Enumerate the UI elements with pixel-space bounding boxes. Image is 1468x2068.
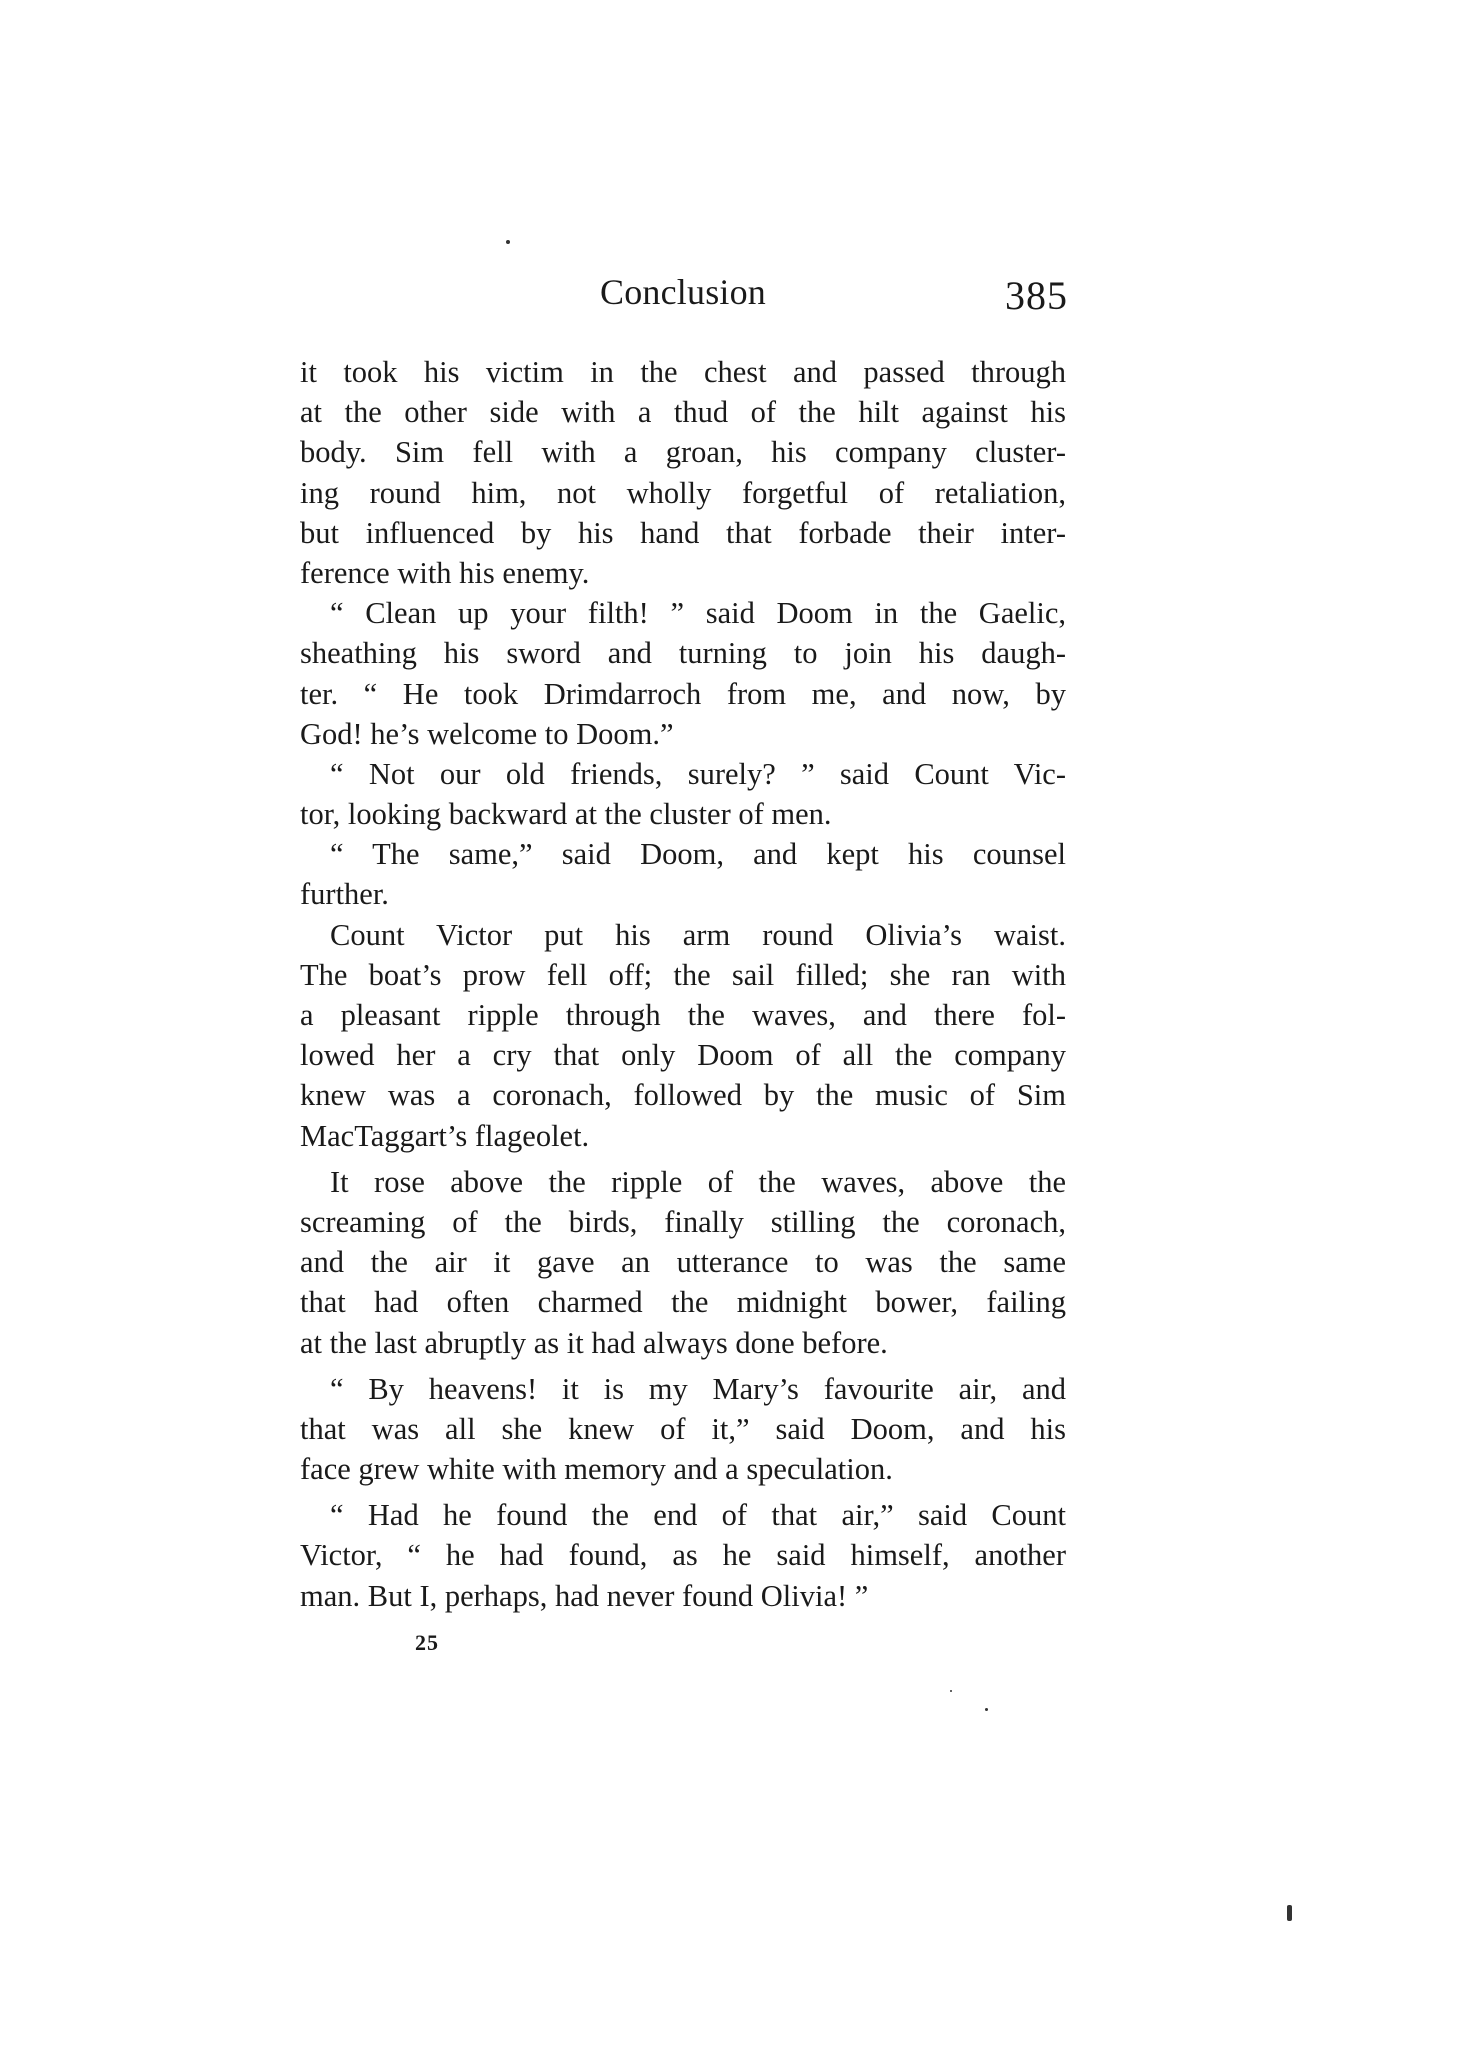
body-text <box>300 352 1066 1616</box>
text-line: “ Had he found the end of that air,” said Count <box>330 1498 1066 1533</box>
text-line: lowed her a cry that only Doom of all the company <box>300 1038 1066 1073</box>
page-number: 385 <box>1005 273 1068 318</box>
text-line: man. But I, perhaps, had never found Olivia! ” <box>300 1578 869 1613</box>
text-line: Victor, “ he had found, as he said himself, another <box>300 1538 1066 1573</box>
text-line: but influenced by his hand that forbade their inter- <box>300 515 1066 550</box>
text-line: that had often charmed the midnight bower, failing <box>300 1285 1066 1320</box>
text-line: Count Victor put his arm round Olivia’s waist. <box>330 917 1066 952</box>
text-line: that was all she knew of it,” said Doom, and his <box>300 1411 1066 1446</box>
text-line: further. <box>300 877 389 912</box>
text-line: It rose above the ripple of the waves, above the <box>330 1164 1066 1199</box>
text-line: tor, looking backward at the cluster of men. <box>300 797 832 832</box>
text-line: screaming of the birds, finally stilling the coronach, <box>300 1204 1066 1239</box>
text-line: it took his victim in the chest and passed through <box>300 355 1066 389</box>
ink-speck <box>506 240 510 244</box>
text-line: “ Not our old friends, surely? ” said Count Vic- <box>330 756 1066 791</box>
text-line: knew was a coronach, followed by the music of Sim <box>300 1078 1066 1113</box>
chapter-title: Conclusion <box>600 272 767 312</box>
signature-mark: 25 <box>415 1630 439 1655</box>
text-line: “ Clean up your filth! ” said Doom in the Gaelic, <box>330 596 1066 631</box>
text-line: “ By heavens! it is my Mary’s favourite air, and <box>330 1371 1066 1406</box>
text-line: face grew white with memory and a speculation. <box>300 1452 893 1487</box>
text-line: a pleasant ripple through the waves, and there fol- <box>300 998 1066 1032</box>
text-line: at the other side with a thud of the hilt against his <box>300 395 1066 430</box>
text-line: “ The same,” said Doom, and kept his counsel <box>330 837 1066 872</box>
text-line: ference with his enemy. <box>300 555 590 590</box>
text-line: sheathing his sword and turning to join his daugh- <box>300 636 1066 671</box>
text-line: at the last abruptly as it had always done before. <box>300 1325 888 1360</box>
text-line: ter. “ He took Drimdarroch from me, and now, by <box>300 676 1066 711</box>
ink-speck <box>985 1708 988 1711</box>
text-line: MacTaggart’s flageolet. <box>300 1118 590 1153</box>
text-line: body. Sim fell with a groan, his company cluster- <box>300 435 1066 470</box>
text-line: God! he’s welcome to Doom.” <box>300 716 674 751</box>
text-line: and the air it gave an utterance to was the same <box>300 1245 1066 1280</box>
text-line: ing round him, not wholly forgetful of retaliation, <box>300 475 1066 510</box>
ink-speck <box>1287 1905 1292 1921</box>
ink-speck <box>950 1690 952 1692</box>
running-head <box>300 262 1080 322</box>
text-line: The boat’s prow fell off; the sail filled; she ran with <box>300 957 1066 992</box>
